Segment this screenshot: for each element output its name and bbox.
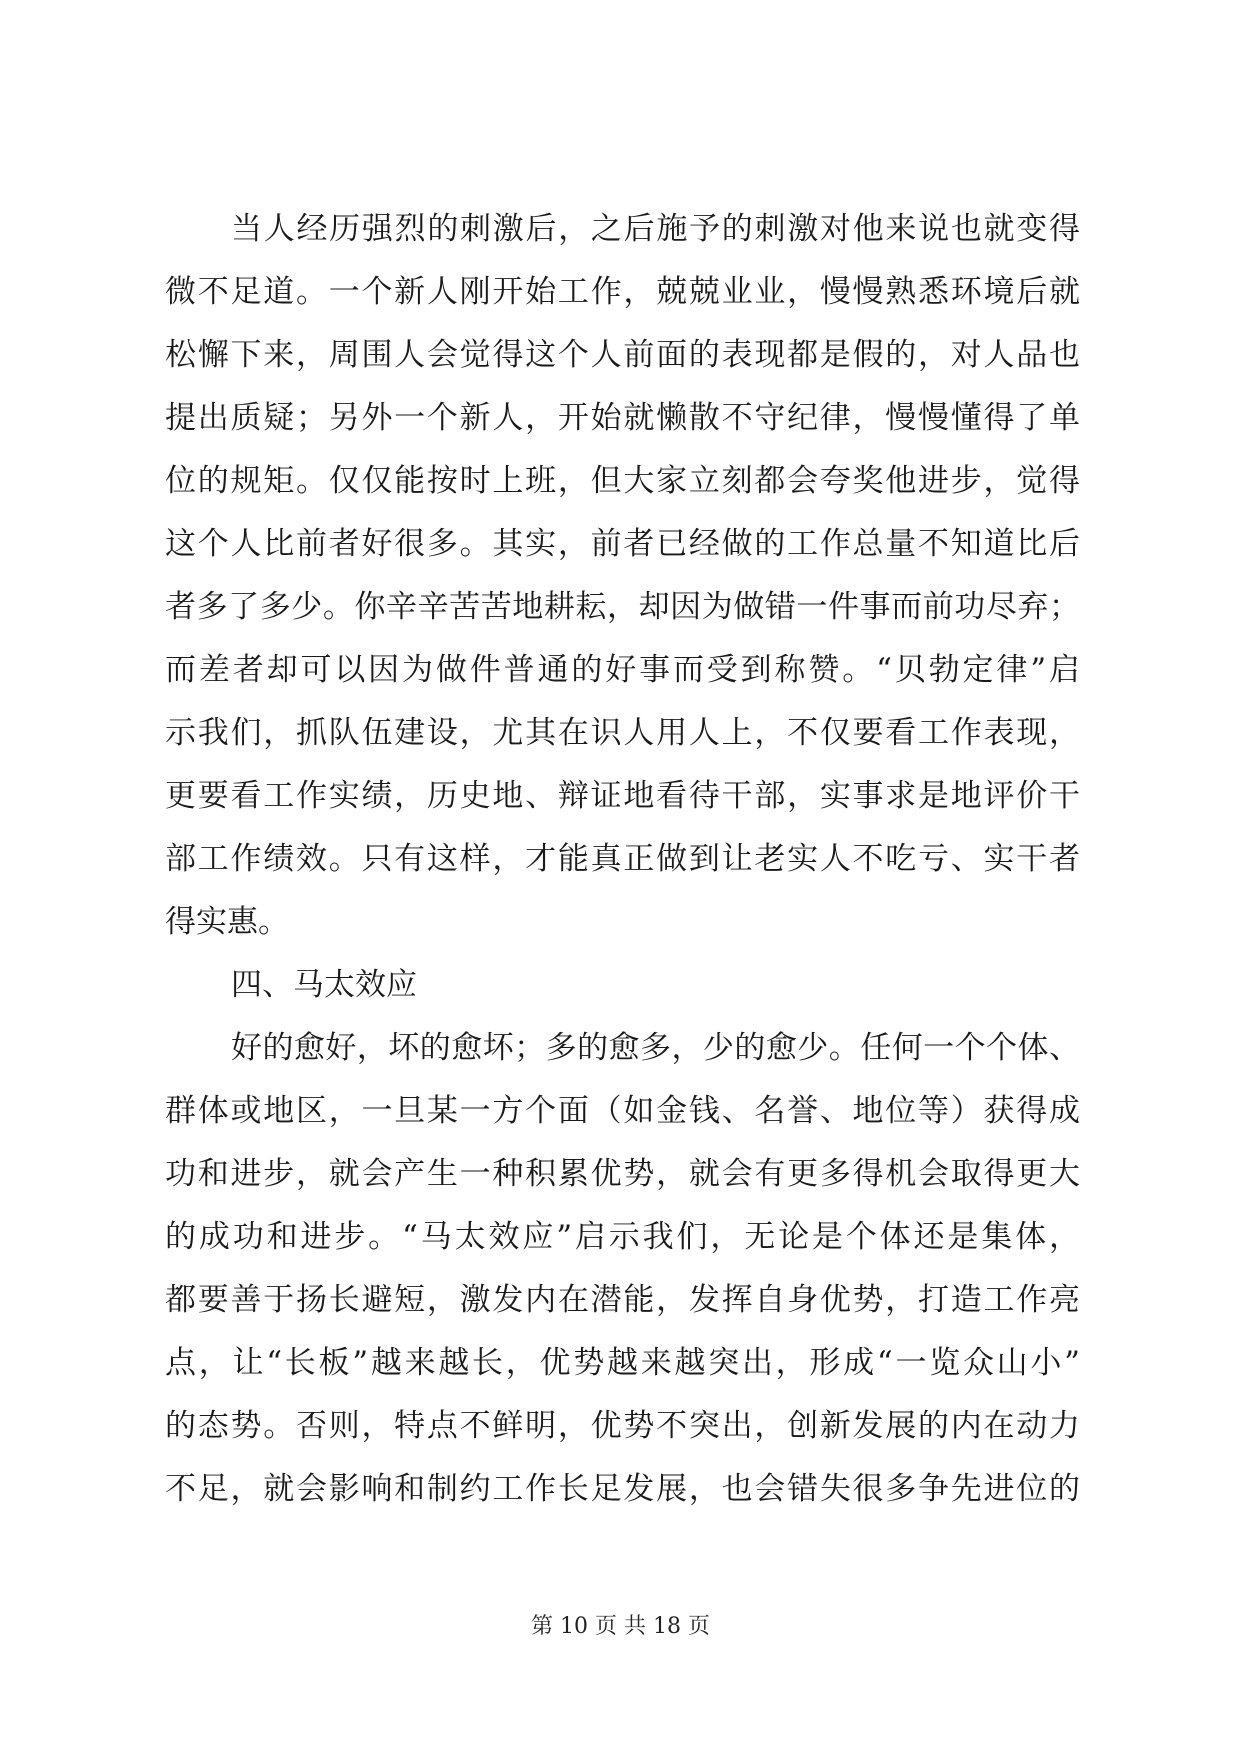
text-line: 好的愈好，坏的愈坏；多的愈多，少的愈少。任何一个个体、 — [231, 1030, 1080, 1066]
text-line: 松懈下来，周围人会觉得这个人前面的表现都是假的，对人品也 — [165, 337, 1080, 373]
text-line: 更要看工作实绩，历史地、辩证地看待干部，实事求是地评价干 — [165, 778, 1080, 814]
text-line: 得实惠。 — [165, 904, 289, 940]
text-line: 这个人比前者好很多。其实，前者已经做的工作总量不知道比后 — [165, 526, 1080, 562]
text-line: 当人经历强烈的刺激后，之后施予的刺激对他来说也就变得 — [231, 211, 1080, 247]
text-line: 提出质疑；另外一个新人，开始就懒散不守纪律，慢慢懂得了单 — [165, 400, 1080, 436]
text-line: 部工作绩效。只有这样，才能真正做到让老实人不吃亏、实干者 — [165, 841, 1080, 877]
page-footer: 第 10 页 共 18 页 — [531, 1614, 710, 1639]
text-line: 功和进步，就会产生一种积累优势，就会有更多得机会取得更大 — [165, 1156, 1080, 1192]
text-line: 微不足道。一个新人刚开始工作，兢兢业业，慢慢熟悉环境后就 — [165, 274, 1080, 310]
text-line: 的成功和进步。“马太效应”启示我们，无论是个体还是集体， — [165, 1219, 1080, 1255]
text-line: 的态势。否则，特点不鲜明，优势不突出，创新发展的内在动力 — [165, 1408, 1080, 1444]
text-line: 示我们，抓队伍建设，尤其在识人用人上，不仅要看工作表现， — [165, 715, 1080, 751]
text-line: 而差者却可以因为做件普通的好事而受到称赞。“贝勃定律”启 — [165, 652, 1080, 688]
text-line: 者多了多少。你辛辛苦苦地耕耘，却因为做错一件事而前功尽弃； — [165, 589, 1080, 625]
text-line: 群体或地区，一旦某一方个面（如金钱、名誉、地位等）获得成 — [165, 1093, 1080, 1129]
text-line: 都要善于扬长避短，激发内在潜能，发挥自身优势，打造工作亮 — [165, 1282, 1080, 1318]
section-heading: 四、马太效应 — [231, 967, 417, 1003]
text-line: 位的规矩。仅仅能按时上班，但大家立刻都会夸奖他进步，觉得 — [165, 463, 1080, 499]
text-line: 不足，就会影响和制约工作长足发展，也会错失很多争先进位的 — [165, 1471, 1080, 1507]
text-line: 点，让“长板”越来越长，优势越来越突出，形成“一览众山小” — [165, 1345, 1080, 1381]
